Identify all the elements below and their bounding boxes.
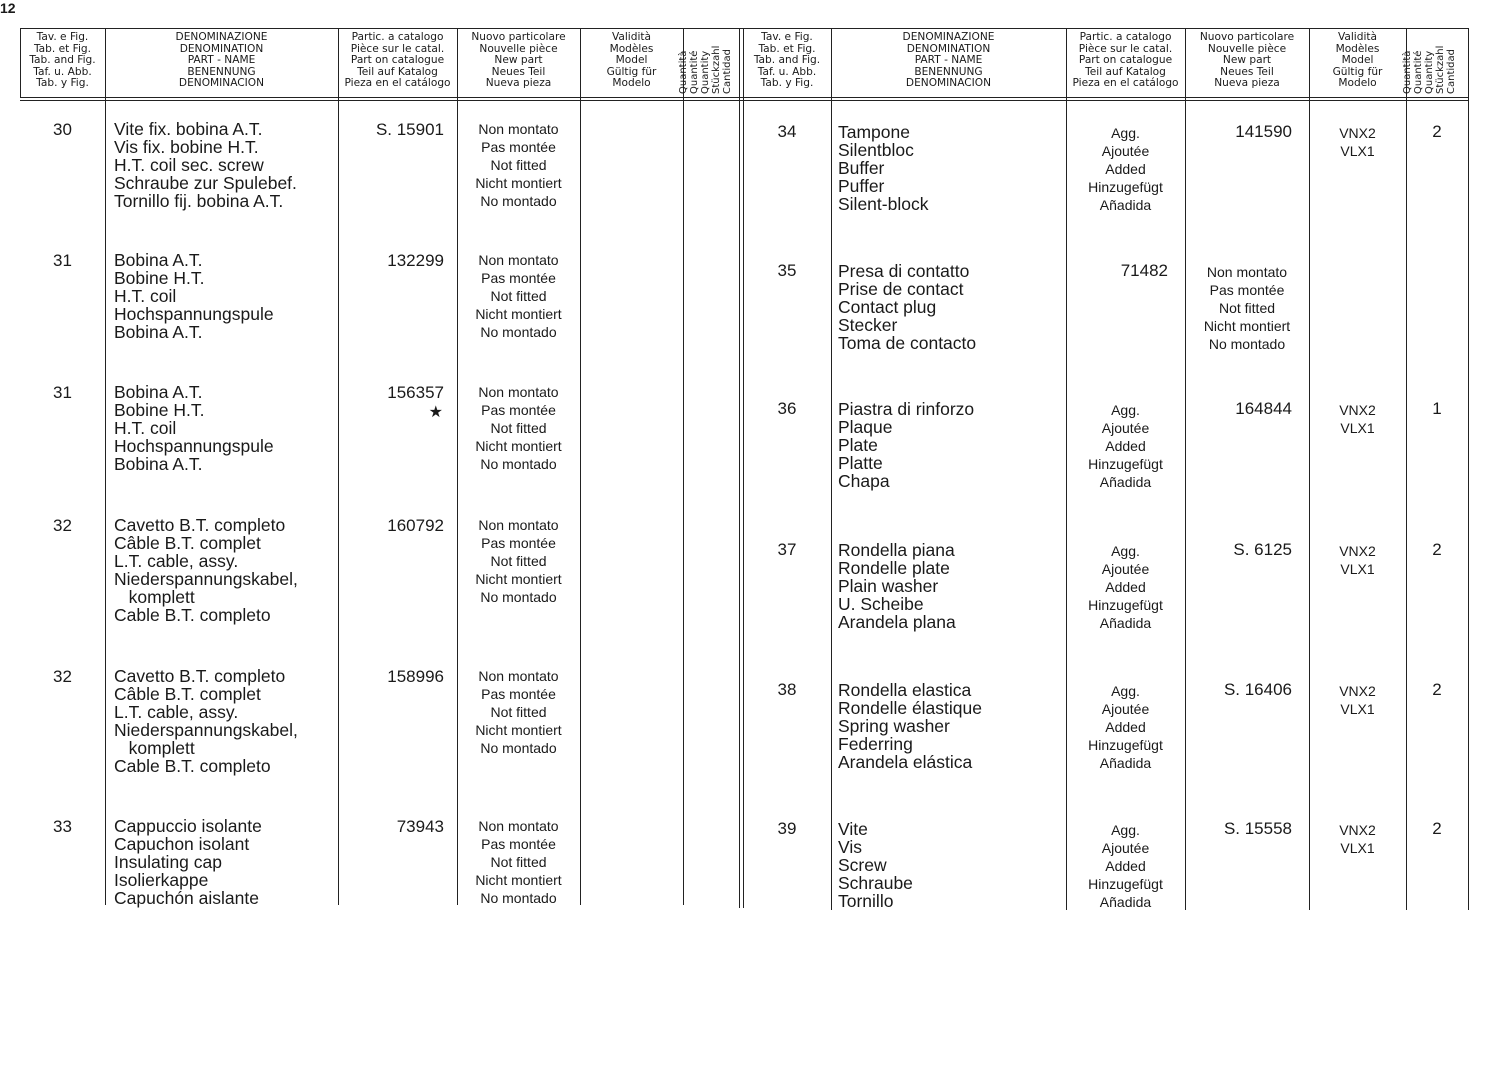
part-name-line: Insulating cap bbox=[114, 852, 222, 872]
new-part-status-line: Pas montée bbox=[481, 139, 556, 155]
left-column-divider bbox=[580, 28, 581, 905]
fig-number: 38 bbox=[777, 680, 797, 699]
left-header-validity-line: Modelo bbox=[612, 77, 651, 90]
quantity-header-line: Quantità bbox=[678, 50, 689, 94]
part-name-line: Rondelle plate bbox=[838, 558, 950, 578]
left-header-fig-line: Tab. and Fig. bbox=[29, 54, 96, 67]
catalog-number: 71482 bbox=[1120, 261, 1168, 280]
catalog-status-line: Ajoutée bbox=[1101, 840, 1150, 856]
catalog-number: 156357 bbox=[387, 383, 444, 402]
right-header-fig-line: Tab. et Fig. bbox=[758, 42, 816, 55]
new-part-status-line: No montado bbox=[480, 890, 557, 906]
part-name bbox=[114, 817, 338, 907]
right-column-divider bbox=[831, 28, 832, 910]
new-part-number: 164844 bbox=[1235, 399, 1292, 418]
new-part-status-line: Not fitted bbox=[490, 157, 547, 173]
part-name-line: Tornillo fij. bobina A.T. bbox=[114, 191, 284, 211]
catalog-number: 160792 bbox=[387, 516, 444, 535]
part-name bbox=[838, 541, 1066, 631]
quantity: 2 bbox=[1432, 122, 1442, 141]
catalog-status-line: Agg. bbox=[1111, 402, 1140, 418]
new-part-status-line: Non montato bbox=[478, 384, 559, 400]
left-header-catalog-line: Partic. a catalogo bbox=[351, 31, 444, 43]
catalog-status-line: Agg. bbox=[1111, 683, 1140, 699]
part-name-line: Cappuccio isolante bbox=[114, 816, 262, 836]
left-header-fig-line: Tav. e Fig. bbox=[36, 31, 89, 43]
part-name-line: Silentbloc bbox=[838, 140, 914, 160]
new-part-status-line: Nicht montiert bbox=[475, 571, 562, 587]
left-header-name-line: DENOMINACION bbox=[178, 77, 265, 90]
part-name-line: Rondella piana bbox=[838, 540, 955, 560]
right-header-fig-line: Tab. y Fig. bbox=[760, 77, 814, 90]
new-part-status bbox=[457, 251, 580, 341]
quantity-header-line: Stückzahl bbox=[711, 45, 722, 94]
part-name-line: L.T. cable, assy. bbox=[114, 702, 239, 722]
part-name bbox=[114, 383, 338, 473]
new-part-status-line: Pas montée bbox=[481, 535, 556, 551]
new-part-status-line: Non montato bbox=[1206, 264, 1288, 280]
fig-number: 32 bbox=[53, 516, 72, 535]
left-column-divider bbox=[683, 28, 684, 905]
catalog-status-line: Añadida bbox=[1099, 615, 1152, 631]
part-name-line: Bobina A.T. bbox=[114, 250, 203, 270]
model-validity bbox=[1309, 821, 1406, 857]
part-name bbox=[114, 667, 338, 775]
left-header-new_part-line: Nueva pieza bbox=[485, 77, 552, 90]
left-header-new_part-line: New part bbox=[494, 54, 543, 67]
new-part-status-line: Nicht montiert bbox=[475, 175, 562, 191]
catalog-status-line: Añadida bbox=[1099, 197, 1152, 213]
part-name-line: Spring washer bbox=[838, 716, 950, 736]
right-header-new_part-line: Nueva pieza bbox=[1214, 77, 1280, 90]
part-name-line: Plate bbox=[838, 435, 878, 455]
quantity-header-line: Quantity bbox=[700, 50, 711, 94]
fig-number: 37 bbox=[777, 540, 797, 559]
right-header-quantity bbox=[1402, 30, 1464, 94]
model-validity-line: VNX2 bbox=[1339, 543, 1376, 559]
catalog-status bbox=[1066, 124, 1185, 214]
left-header-new_part-line: Nouvelle pièce bbox=[479, 42, 558, 55]
new-part-status-line: Not fitted bbox=[1218, 300, 1276, 316]
quantity: 2 bbox=[1432, 680, 1442, 699]
part-name-line: Contact plug bbox=[838, 297, 937, 317]
right-header-catalog bbox=[1066, 32, 1185, 90]
part-name-line: Stecker bbox=[838, 315, 898, 335]
left-header-fig-line: Tab. et Fig. bbox=[33, 42, 92, 55]
quantity: 2 bbox=[1432, 540, 1442, 559]
model-validity-line: VNX2 bbox=[1339, 683, 1376, 699]
fig-number: 36 bbox=[777, 399, 797, 418]
part-name bbox=[114, 516, 338, 624]
part-name-line: H.T. coil sec. screw bbox=[114, 155, 264, 175]
left-header-new_part bbox=[457, 32, 580, 90]
catalog-status-line: Hinzugefügt bbox=[1088, 876, 1163, 892]
catalog-status-line: Agg. bbox=[1111, 822, 1140, 838]
right-column-divider bbox=[1185, 28, 1186, 910]
part-name-line: komplett bbox=[114, 587, 195, 607]
new-part-status-line: No montado bbox=[480, 193, 557, 209]
part-name-line: Toma de contacto bbox=[838, 333, 977, 353]
part-name-line: Piastra di rinforzo bbox=[838, 399, 975, 419]
part-name-line: Bobina A.T. bbox=[114, 382, 203, 402]
new-part-status-line: Not fitted bbox=[490, 288, 547, 304]
new-part-status-line: Non montato bbox=[478, 121, 559, 137]
right-header-fig-line: Tav. e Fig. bbox=[761, 31, 813, 43]
right-header-catalog-line: Teil auf Katalog bbox=[1085, 65, 1166, 78]
header-bottom-rule bbox=[20, 97, 1468, 98]
part-name-line: U. Scheibe bbox=[838, 594, 924, 614]
left-header-validity-line: Gültig für bbox=[606, 65, 657, 78]
header-bottom-rule-2 bbox=[20, 100, 1468, 101]
catalog-status bbox=[1066, 821, 1185, 911]
catalog-status bbox=[1066, 682, 1185, 772]
part-name-line: H.T. coil bbox=[114, 418, 177, 438]
page-number: 12 bbox=[0, 0, 16, 16]
right-header-name-line: DENOMINAZIONE bbox=[902, 31, 995, 43]
left-header-new_part-line: Nuovo particolare bbox=[471, 31, 566, 43]
new-part-status-line: Not fitted bbox=[490, 553, 547, 569]
right-header-catalog-line: Part on catalogue bbox=[1078, 54, 1173, 67]
part-name bbox=[114, 251, 338, 341]
part-name-line: Bobina A.T. bbox=[114, 454, 203, 474]
part-name-line: Tornillo bbox=[838, 891, 894, 911]
right-column-divider bbox=[1468, 28, 1469, 910]
right-column-divider bbox=[1309, 28, 1310, 910]
right-header-validity-line: Modèles bbox=[1335, 42, 1380, 55]
new-part-status-line: No montado bbox=[480, 324, 557, 340]
part-name-line: Arandela plana bbox=[838, 612, 956, 632]
fig-number: 35 bbox=[777, 261, 797, 280]
catalog-number: 73943 bbox=[396, 817, 444, 836]
new-part-status-line: Pas montée bbox=[481, 686, 556, 702]
catalog-status-line: Added bbox=[1105, 858, 1146, 874]
model-validity-line: VLX1 bbox=[1340, 701, 1375, 717]
right-header-new_part-line: Nuovo particolare bbox=[1199, 31, 1295, 43]
right-header-fig-line: Tab. and Fig. bbox=[753, 54, 821, 67]
part-name-line: Screw bbox=[838, 855, 887, 875]
new-part-status-line: Pas montée bbox=[481, 270, 556, 286]
quantity-header-line: Stückzahl bbox=[1435, 45, 1446, 94]
catalog-status-line: Added bbox=[1105, 161, 1146, 177]
model-validity bbox=[1309, 401, 1406, 437]
section-separator-right bbox=[743, 28, 744, 908]
quantity-header-line: Cantidad bbox=[1446, 49, 1457, 94]
model-validity bbox=[1309, 682, 1406, 718]
part-name-line: Vis fix. bobine H.T. bbox=[114, 137, 259, 157]
left-header-quantity bbox=[678, 30, 740, 94]
part-name bbox=[838, 123, 1066, 213]
part-name-line: Capuchón aislante bbox=[114, 888, 259, 908]
part-name-line: Platte bbox=[838, 453, 883, 473]
part-name-line: Silent-block bbox=[838, 194, 929, 214]
left-header-catalog-line: Pieza en el catálogo bbox=[344, 77, 451, 90]
catalog-number: 158996 bbox=[387, 667, 444, 686]
part-name-line: Rondelle élastique bbox=[838, 698, 982, 718]
left-column-divider bbox=[105, 28, 106, 905]
new-part-status-line: No montado bbox=[480, 740, 557, 756]
model-validity bbox=[1309, 124, 1406, 160]
new-part-number: 141590 bbox=[1235, 122, 1292, 141]
fig-number: 34 bbox=[777, 122, 797, 141]
right-header-fig bbox=[743, 32, 831, 90]
new-part-status-line: Not fitted bbox=[490, 704, 547, 720]
new-part-number: S. 16406 bbox=[1223, 680, 1292, 699]
right-header-catalog-line: Pieza en el catálogo bbox=[1072, 77, 1179, 90]
quantity-header-line: Cantidad bbox=[722, 49, 733, 94]
fig-number: 31 bbox=[53, 251, 72, 270]
quantity-header-line: Quantità bbox=[1402, 50, 1413, 94]
right-header-new_part-line: Nouvelle pièce bbox=[1207, 42, 1287, 55]
left-header-validity-line: Modèles bbox=[609, 42, 654, 55]
part-name-line: Schraube zur Spulebef. bbox=[114, 173, 297, 193]
part-name-line: Rondella elastica bbox=[838, 680, 972, 700]
part-name-line: Plaque bbox=[838, 417, 893, 437]
part-name-line: Niederspannungskabel, bbox=[114, 720, 298, 740]
right-header-validity-line: Gültig für bbox=[1332, 65, 1383, 78]
model-validity bbox=[1309, 542, 1406, 578]
part-name-line: Niederspannungskabel, bbox=[114, 569, 298, 589]
catalog-status-line: Añadida bbox=[1099, 474, 1152, 490]
quantity: 1 bbox=[1432, 399, 1442, 418]
right-header-validity-line: Modelo bbox=[1338, 77, 1377, 90]
left-header-fig bbox=[20, 32, 105, 90]
header-top-rule bbox=[20, 28, 1468, 29]
part-name-line: Chapa bbox=[838, 471, 890, 491]
right-header-validity-line: Model bbox=[1341, 54, 1374, 67]
quantity-header-line: Quantity bbox=[1424, 50, 1435, 94]
model-validity-line: VNX2 bbox=[1339, 402, 1376, 418]
catalog-status-line: Hinzugefügt bbox=[1088, 737, 1163, 753]
left-header-new_part-line: Neues Teil bbox=[491, 65, 546, 78]
part-name-line: Vite fix. bobina A.T. bbox=[114, 119, 263, 139]
right-header-new_part-line: New part bbox=[1222, 54, 1272, 67]
new-part-number: S. 15558 bbox=[1223, 819, 1292, 838]
left-header-name-line: DENOMINATION bbox=[179, 42, 264, 55]
catalog-status-line: Añadida bbox=[1099, 894, 1152, 910]
new-part-status-line: No montado bbox=[480, 456, 557, 472]
new-part-status-line: Pas montée bbox=[481, 402, 556, 418]
part-name-line: Vite bbox=[838, 819, 868, 839]
right-header-catalog-line: Pièce sur le catal. bbox=[1078, 42, 1173, 55]
catalog-status-line: Added bbox=[1105, 438, 1146, 454]
model-validity-line: VNX2 bbox=[1339, 822, 1376, 838]
left-header-validity bbox=[580, 32, 683, 90]
part-name-line: Presa di contatto bbox=[838, 261, 970, 281]
right-header-fig-line: Taf. u. Abb. bbox=[757, 65, 817, 78]
new-part-status-line: Pas montée bbox=[481, 836, 556, 852]
part-name-line: Schraube bbox=[838, 873, 913, 893]
new-part-status bbox=[457, 383, 580, 473]
quantity-header-line: Quantité bbox=[689, 50, 700, 94]
part-name-line: Hochspannungspule bbox=[114, 304, 274, 324]
catalog-status-line: Hinzugefügt bbox=[1088, 179, 1163, 195]
left-header-name-line: DENOMINAZIONE bbox=[175, 31, 268, 43]
new-part-status-line: Not fitted bbox=[490, 420, 547, 436]
left-header-fig-line: Taf. u. Abb. bbox=[33, 65, 92, 78]
new-part-status bbox=[1185, 263, 1309, 353]
part-name bbox=[838, 681, 1066, 771]
part-name-line: Puffer bbox=[838, 176, 885, 196]
right-header-validity-line: Validità bbox=[1337, 31, 1378, 43]
part-name-line: komplett bbox=[114, 738, 195, 758]
right-header-catalog-line: Partic. a catalogo bbox=[1079, 31, 1172, 43]
new-part-status-line: Nicht montiert bbox=[1203, 318, 1291, 334]
part-name-line: Bobine H.T. bbox=[114, 268, 205, 288]
fig-number: 30 bbox=[53, 120, 72, 139]
right-header-name-line: PART - NAME bbox=[914, 54, 983, 67]
fig-number: 33 bbox=[53, 817, 72, 836]
part-name-line: Isolierkappe bbox=[114, 870, 209, 890]
new-part-status-line: Nicht montiert bbox=[475, 438, 562, 454]
fig-number: 31 bbox=[53, 383, 72, 402]
part-name-line: Cable B.T. completo bbox=[114, 756, 271, 776]
model-validity-line: VNX2 bbox=[1339, 125, 1376, 141]
left-header-validity-line: Model bbox=[615, 54, 648, 67]
new-part-status bbox=[457, 817, 580, 907]
right-header-validity bbox=[1309, 32, 1406, 90]
part-name-line: Câble B.T. complet bbox=[114, 533, 261, 553]
new-part-status-line: Non montato bbox=[478, 668, 559, 684]
left-header-name bbox=[105, 32, 338, 90]
part-name-line: Federring bbox=[838, 734, 913, 754]
fig-number: 32 bbox=[53, 667, 72, 686]
part-name-line: L.T. cable, assy. bbox=[114, 551, 239, 571]
left-header-fig-line: Tab. y Fig. bbox=[36, 77, 89, 90]
part-name bbox=[838, 262, 1066, 352]
right-header-name bbox=[831, 32, 1066, 90]
new-part-status-line: Non montato bbox=[478, 517, 559, 533]
quantity: 2 bbox=[1432, 819, 1442, 838]
new-part-status-line: Nicht montiert bbox=[475, 872, 562, 888]
part-name-line: Buffer bbox=[838, 158, 885, 178]
right-header-name-line: BENENNUNG bbox=[914, 65, 983, 78]
left-header-validity-line: Validità bbox=[611, 31, 652, 43]
catalog-status-line: Ajoutée bbox=[1101, 701, 1150, 717]
part-name-line: Bobine H.T. bbox=[114, 400, 205, 420]
part-name-line: Arandela elástica bbox=[838, 752, 973, 772]
star-marker: ★ bbox=[428, 404, 443, 421]
part-name-line: Tampone bbox=[838, 122, 910, 142]
part-name-line: Cavetto B.T. completo bbox=[114, 515, 286, 535]
catalog-status-line: Ajoutée bbox=[1101, 420, 1150, 436]
part-name-line: Cavetto B.T. completo bbox=[114, 666, 286, 686]
section-separator-left bbox=[739, 28, 740, 908]
part-name-line: H.T. coil bbox=[114, 286, 177, 306]
left-header-catalog bbox=[338, 32, 457, 90]
part-name bbox=[838, 400, 1066, 490]
catalog-status-line: Agg. bbox=[1111, 543, 1140, 559]
left-header-name-line: PART - NAME bbox=[187, 54, 256, 67]
part-name-line: Vis bbox=[838, 837, 862, 857]
right-header-new_part-line: Neues Teil bbox=[1220, 65, 1274, 78]
new-part-status-line: No montado bbox=[480, 589, 557, 605]
right-header-name-line: DENOMINATION bbox=[906, 42, 991, 55]
part-name bbox=[838, 820, 1066, 910]
part-name-line: Hochspannungspule bbox=[114, 436, 274, 456]
left-header-catalog-line: Teil auf Katalog bbox=[357, 65, 438, 78]
catalog-status-line: Hinzugefügt bbox=[1088, 456, 1163, 472]
new-part-status-line: Not fitted bbox=[490, 854, 547, 870]
part-name-line: Capuchon isolant bbox=[114, 834, 250, 854]
part-name bbox=[114, 120, 338, 210]
new-part-status-line: Non montato bbox=[478, 818, 559, 834]
part-name-line: Câble B.T. complet bbox=[114, 684, 261, 704]
model-validity-line: VLX1 bbox=[1340, 420, 1375, 436]
new-part-number: S. 6125 bbox=[1233, 540, 1292, 559]
new-part-status bbox=[457, 667, 580, 757]
catalog-status-line: Ajoutée bbox=[1101, 143, 1150, 159]
model-validity-line: VLX1 bbox=[1340, 840, 1375, 856]
right-header-name-line: DENOMINACION bbox=[905, 77, 992, 90]
catalog-number: 132299 bbox=[387, 251, 444, 270]
new-part-status-line: Non montato bbox=[478, 252, 559, 268]
part-name-line: Bobina A.T. bbox=[114, 322, 203, 342]
quantity-header-line: Quantité bbox=[1413, 50, 1424, 94]
left-column-divider bbox=[338, 28, 339, 905]
part-name-line: Cable B.T. completo bbox=[114, 605, 271, 625]
catalog-status-line: Hinzugefügt bbox=[1088, 597, 1163, 613]
part-name-line: Prise de contact bbox=[838, 279, 964, 299]
new-part-status-line: Pas montée bbox=[1209, 282, 1285, 298]
catalog-status-line: Agg. bbox=[1111, 125, 1140, 141]
left-header-catalog-line: Part on catalogue bbox=[350, 54, 445, 67]
part-name-line: Plain washer bbox=[838, 576, 939, 596]
catalog-status-line: Ajoutée bbox=[1101, 561, 1150, 577]
right-column-divider bbox=[1406, 28, 1407, 910]
catalog-number: S. 15901 bbox=[375, 120, 444, 139]
fig-number: 39 bbox=[777, 819, 797, 838]
catalog-status bbox=[1066, 542, 1185, 632]
right-header-new_part bbox=[1185, 32, 1309, 90]
new-part-status-line: Nicht montiert bbox=[475, 306, 562, 322]
left-header-name-line: BENENNUNG bbox=[187, 65, 256, 78]
catalog-status-line: Added bbox=[1105, 579, 1146, 595]
left-header-catalog-line: Pièce sur le catal. bbox=[350, 42, 445, 55]
catalog-status-line: Added bbox=[1105, 719, 1146, 735]
model-validity-line: VLX1 bbox=[1340, 561, 1375, 577]
model-validity-line: VLX1 bbox=[1340, 143, 1375, 159]
catalog-status bbox=[1066, 401, 1185, 491]
catalog-status-line: Añadida bbox=[1099, 755, 1152, 771]
new-part-status-line: Nicht montiert bbox=[475, 722, 562, 738]
new-part-status bbox=[457, 516, 580, 606]
new-part-status-line: No montado bbox=[1208, 336, 1286, 352]
new-part-status bbox=[457, 120, 580, 210]
